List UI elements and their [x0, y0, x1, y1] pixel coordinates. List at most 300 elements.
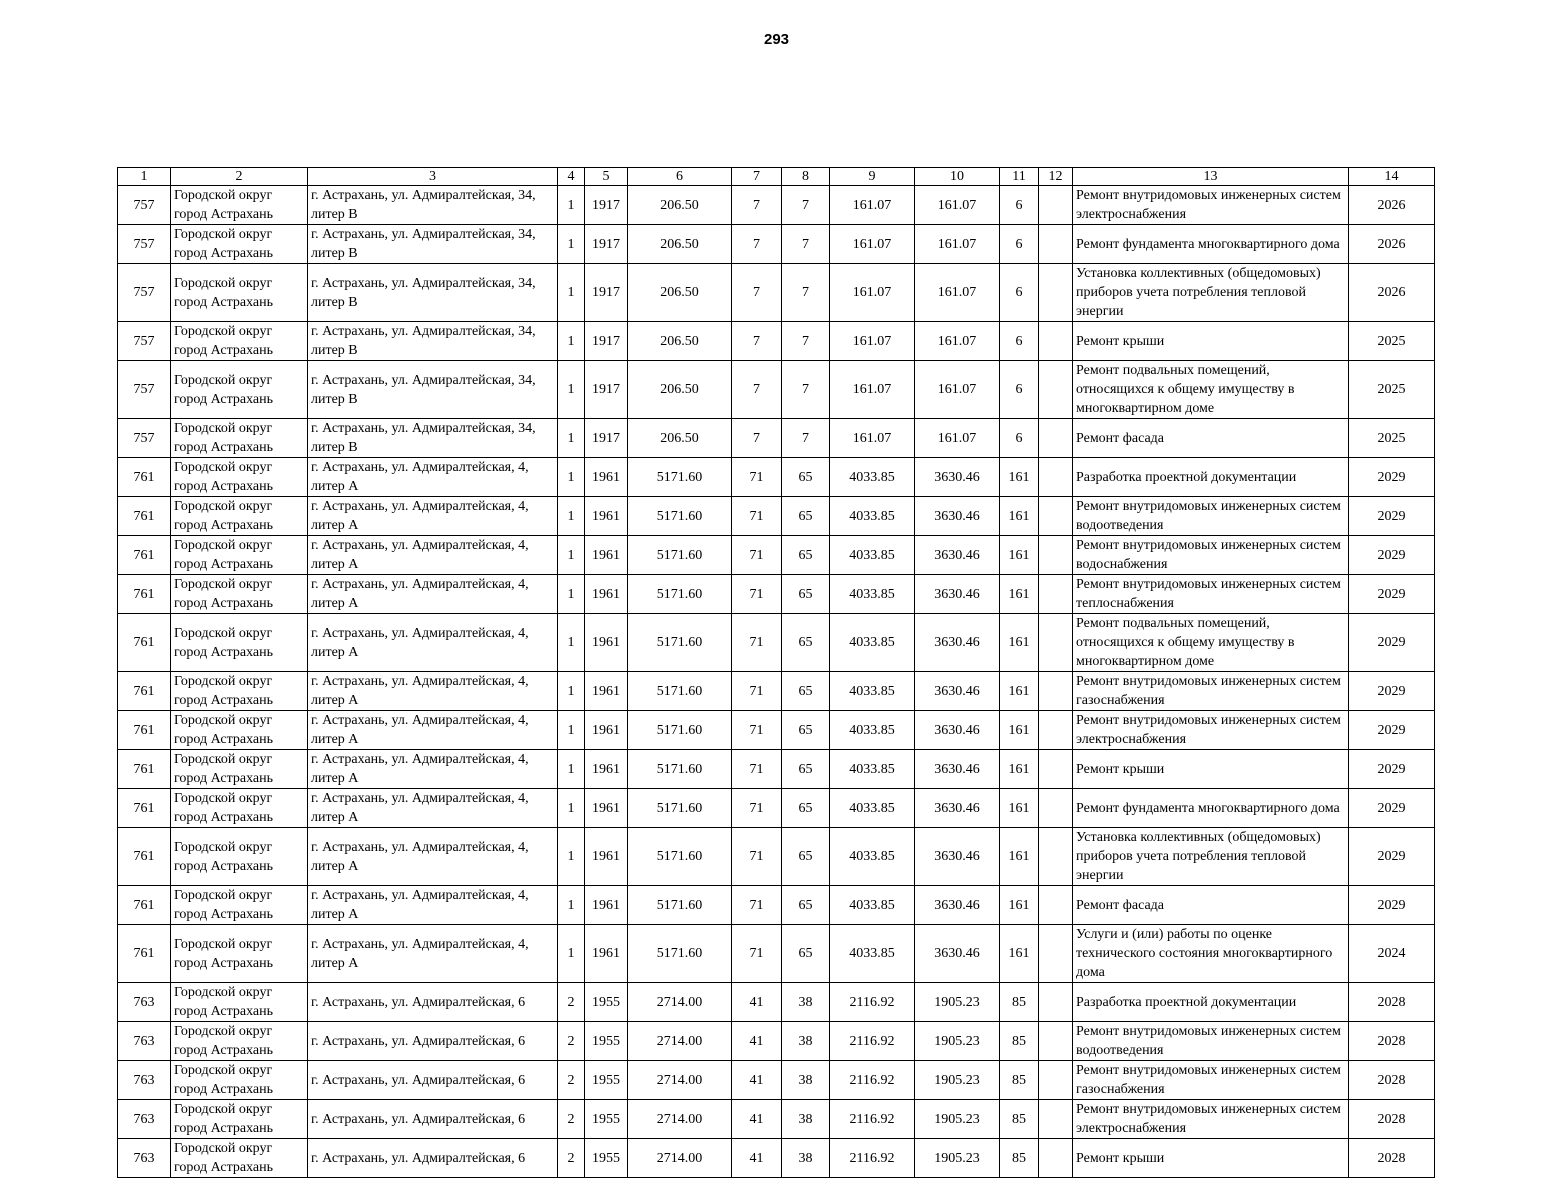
- address-cell: г. Астрахань, ул. Адмиралтейская, 34, литер В: [308, 186, 558, 225]
- area-owned-cell: 1905.23: [915, 1022, 1000, 1061]
- municipality-cell: Городской округ город Астрахань: [171, 264, 308, 322]
- living-area-cell: 4033.85: [830, 672, 915, 711]
- work-type-cell: Разработка проектной документации: [1073, 458, 1349, 497]
- total-area-cell: 5171.60: [628, 925, 732, 983]
- apartments-count-cell: 71: [732, 711, 782, 750]
- building-group-cell: 2: [558, 1022, 585, 1061]
- address-cell: г. Астрахань, ул. Адмиралтейская, 34, литер В: [308, 419, 558, 458]
- column-header: 3: [308, 168, 558, 186]
- row-id-cell: 761: [118, 828, 171, 886]
- col-12-cell: [1039, 672, 1073, 711]
- total-area-cell: 206.50: [628, 186, 732, 225]
- area-owned-cell: 3630.46: [915, 789, 1000, 828]
- area-owned-cell: 161.07: [915, 186, 1000, 225]
- column-header: 6: [628, 168, 732, 186]
- table-row: [118, 828, 1435, 886]
- building-group-cell: 1: [558, 925, 585, 983]
- planned-year-cell: 2028: [1349, 1100, 1435, 1139]
- apartments-count-cell: 71: [732, 458, 782, 497]
- work-type-cell: Ремонт внутридомовых инженерных систем водоснабжения: [1073, 536, 1349, 575]
- municipality-cell: Городской округ город Астрахань: [171, 419, 308, 458]
- page-number: 293: [763, 31, 790, 48]
- residential-count-cell: 65: [782, 925, 830, 983]
- living-area-cell: 4033.85: [830, 711, 915, 750]
- area-owned-cell: 3630.46: [915, 458, 1000, 497]
- row-id-cell: 763: [118, 1139, 171, 1178]
- total-area-cell: 5171.60: [628, 536, 732, 575]
- area-owned-cell: 1905.23: [915, 983, 1000, 1022]
- residential-count-cell: 7: [782, 225, 830, 264]
- total-area-cell: 5171.60: [628, 750, 732, 789]
- area-owned-cell: 3630.46: [915, 711, 1000, 750]
- living-area-cell: 4033.85: [830, 828, 915, 886]
- work-type-cell: Установка коллективных (общедомовых) приборов учета потребления тепловой энергии: [1073, 828, 1349, 886]
- living-area-cell: 4033.85: [830, 575, 915, 614]
- work-type-cell: Ремонт внутридомовых инженерных систем газоснабжения: [1073, 672, 1349, 711]
- row-id-cell: 761: [118, 575, 171, 614]
- residential-count-cell: 65: [782, 828, 830, 886]
- living-area-cell: 2116.92: [830, 1100, 915, 1139]
- work-type-cell: Ремонт фундамента многоквартирного дома: [1073, 225, 1349, 264]
- building-group-cell: 1: [558, 264, 585, 322]
- building-group-cell: 2: [558, 983, 585, 1022]
- planned-year-cell: 2026: [1349, 225, 1435, 264]
- table-row: [118, 575, 1435, 614]
- living-area-cell: 161.07: [830, 264, 915, 322]
- residents-count-cell: 6: [1000, 361, 1039, 419]
- table-row: [118, 225, 1435, 264]
- municipality-cell: Городской округ город Астрахань: [171, 1139, 308, 1178]
- row-id-cell: 761: [118, 711, 171, 750]
- area-owned-cell: 161.07: [915, 419, 1000, 458]
- building-group-cell: 1: [558, 672, 585, 711]
- residential-count-cell: 65: [782, 458, 830, 497]
- row-id-cell: 761: [118, 614, 171, 672]
- total-area-cell: 206.50: [628, 322, 732, 361]
- planned-year-cell: 2029: [1349, 536, 1435, 575]
- planned-year-cell: 2029: [1349, 789, 1435, 828]
- living-area-cell: 2116.92: [830, 1022, 915, 1061]
- residents-count-cell: 6: [1000, 322, 1039, 361]
- residents-count-cell: 161: [1000, 497, 1039, 536]
- planned-year-cell: 2029: [1349, 458, 1435, 497]
- col-12-cell: [1039, 186, 1073, 225]
- residents-count-cell: 161: [1000, 750, 1039, 789]
- total-area-cell: 2714.00: [628, 1061, 732, 1100]
- year-built-cell: 1961: [585, 497, 628, 536]
- planned-year-cell: 2029: [1349, 828, 1435, 886]
- planned-year-cell: 2029: [1349, 711, 1435, 750]
- total-area-cell: 2714.00: [628, 1100, 732, 1139]
- work-type-cell: Разработка проектной документации: [1073, 983, 1349, 1022]
- residents-count-cell: 161: [1000, 828, 1039, 886]
- municipality-cell: Городской округ город Астрахань: [171, 711, 308, 750]
- building-group-cell: 1: [558, 536, 585, 575]
- municipality-cell: Городской округ город Астрахань: [171, 1022, 308, 1061]
- area-owned-cell: 3630.46: [915, 886, 1000, 925]
- year-built-cell: 1955: [585, 1139, 628, 1178]
- area-owned-cell: 161.07: [915, 361, 1000, 419]
- area-owned-cell: 3630.46: [915, 497, 1000, 536]
- table-row: [118, 458, 1435, 497]
- col-12-cell: [1039, 1061, 1073, 1100]
- total-area-cell: 2714.00: [628, 1139, 732, 1178]
- planned-year-cell: 2029: [1349, 575, 1435, 614]
- table-row: [118, 789, 1435, 828]
- apartments-count-cell: 71: [732, 789, 782, 828]
- column-number-row: [118, 168, 1435, 186]
- year-built-cell: 1961: [585, 711, 628, 750]
- building-group-cell: 1: [558, 322, 585, 361]
- address-cell: г. Астрахань, ул. Адмиралтейская, 6: [308, 1022, 558, 1061]
- total-area-cell: 5171.60: [628, 614, 732, 672]
- municipality-cell: Городской округ город Астрахань: [171, 186, 308, 225]
- address-cell: г. Астрахань, ул. Адмиралтейская, 6: [308, 1139, 558, 1178]
- residential-count-cell: 7: [782, 264, 830, 322]
- residents-count-cell: 161: [1000, 575, 1039, 614]
- row-id-cell: 757: [118, 186, 171, 225]
- table-row: [118, 983, 1435, 1022]
- apartments-count-cell: 71: [732, 575, 782, 614]
- work-type-cell: Ремонт крыши: [1073, 750, 1349, 789]
- area-owned-cell: 3630.46: [915, 536, 1000, 575]
- living-area-cell: 2116.92: [830, 1139, 915, 1178]
- address-cell: г. Астрахань, ул. Адмиралтейская, 4, литер А: [308, 575, 558, 614]
- municipality-cell: Городской округ город Астрахань: [171, 614, 308, 672]
- col-12-cell: [1039, 458, 1073, 497]
- total-area-cell: 5171.60: [628, 886, 732, 925]
- residential-count-cell: 7: [782, 419, 830, 458]
- address-cell: г. Астрахань, ул. Адмиралтейская, 6: [308, 1061, 558, 1100]
- col-12-cell: [1039, 322, 1073, 361]
- column-header: 9: [830, 168, 915, 186]
- living-area-cell: 4033.85: [830, 925, 915, 983]
- municipality-cell: Городской округ город Астрахань: [171, 886, 308, 925]
- residential-count-cell: 65: [782, 750, 830, 789]
- col-12-cell: [1039, 264, 1073, 322]
- living-area-cell: 4033.85: [830, 458, 915, 497]
- building-group-cell: 1: [558, 886, 585, 925]
- apartments-count-cell: 71: [732, 750, 782, 789]
- table-row: [118, 322, 1435, 361]
- residential-count-cell: 65: [782, 614, 830, 672]
- residential-count-cell: 65: [782, 497, 830, 536]
- address-cell: г. Астрахань, ул. Адмиралтейская, 4, литер А: [308, 672, 558, 711]
- table-row: [118, 361, 1435, 419]
- building-group-cell: 1: [558, 361, 585, 419]
- residential-count-cell: 7: [782, 322, 830, 361]
- total-area-cell: 5171.60: [628, 458, 732, 497]
- planned-year-cell: 2028: [1349, 1061, 1435, 1100]
- planned-year-cell: 2024: [1349, 925, 1435, 983]
- municipality-cell: Городской округ город Астрахань: [171, 1100, 308, 1139]
- apartments-count-cell: 41: [732, 983, 782, 1022]
- area-owned-cell: 3630.46: [915, 828, 1000, 886]
- residents-count-cell: 85: [1000, 1022, 1039, 1061]
- total-area-cell: 5171.60: [628, 828, 732, 886]
- residential-count-cell: 65: [782, 672, 830, 711]
- living-area-cell: 2116.92: [830, 983, 915, 1022]
- living-area-cell: 4033.85: [830, 614, 915, 672]
- year-built-cell: 1917: [585, 419, 628, 458]
- col-12-cell: [1039, 575, 1073, 614]
- residents-count-cell: 161: [1000, 711, 1039, 750]
- col-12-cell: [1039, 536, 1073, 575]
- planned-year-cell: 2029: [1349, 886, 1435, 925]
- row-id-cell: 761: [118, 497, 171, 536]
- row-id-cell: 757: [118, 225, 171, 264]
- row-id-cell: 761: [118, 672, 171, 711]
- column-header: 1: [118, 168, 171, 186]
- row-id-cell: 761: [118, 925, 171, 983]
- year-built-cell: 1917: [585, 361, 628, 419]
- area-owned-cell: 3630.46: [915, 614, 1000, 672]
- row-id-cell: 763: [118, 1100, 171, 1139]
- col-12-cell: [1039, 711, 1073, 750]
- building-group-cell: 1: [558, 225, 585, 264]
- address-cell: г. Астрахань, ул. Адмиралтейская, 4, литер А: [308, 828, 558, 886]
- total-area-cell: 5171.60: [628, 672, 732, 711]
- work-type-cell: Установка коллективных (общедомовых) приборов учета потребления тепловой энергии: [1073, 264, 1349, 322]
- municipality-cell: Городской округ город Астрахань: [171, 1061, 308, 1100]
- residential-count-cell: 7: [782, 186, 830, 225]
- municipality-cell: Городской округ город Астрахань: [171, 983, 308, 1022]
- apartments-count-cell: 71: [732, 614, 782, 672]
- residential-count-cell: 7: [782, 361, 830, 419]
- planned-year-cell: 2025: [1349, 419, 1435, 458]
- living-area-cell: 4033.85: [830, 497, 915, 536]
- apartments-count-cell: 7: [732, 419, 782, 458]
- year-built-cell: 1961: [585, 536, 628, 575]
- residents-count-cell: 161: [1000, 789, 1039, 828]
- table-row: [118, 925, 1435, 983]
- living-area-cell: 161.07: [830, 419, 915, 458]
- col-12-cell: [1039, 225, 1073, 264]
- table-row: [118, 886, 1435, 925]
- work-type-cell: Ремонт крыши: [1073, 1139, 1349, 1178]
- residents-count-cell: 161: [1000, 536, 1039, 575]
- municipality-cell: Городской округ город Астрахань: [171, 575, 308, 614]
- living-area-cell: 2116.92: [830, 1061, 915, 1100]
- residential-count-cell: 38: [782, 1022, 830, 1061]
- residents-count-cell: 85: [1000, 1061, 1039, 1100]
- residents-count-cell: 161: [1000, 458, 1039, 497]
- municipality-cell: Городской округ город Астрахань: [171, 225, 308, 264]
- address-cell: г. Астрахань, ул. Адмиралтейская, 4, литер А: [308, 886, 558, 925]
- apartments-count-cell: 7: [732, 225, 782, 264]
- total-area-cell: 5171.60: [628, 575, 732, 614]
- address-cell: г. Астрахань, ул. Адмиралтейская, 4, литер А: [308, 458, 558, 497]
- housing-repair-table: [117, 167, 1435, 1178]
- planned-year-cell: 2028: [1349, 1139, 1435, 1178]
- work-type-cell: Ремонт фасада: [1073, 419, 1349, 458]
- living-area-cell: 4033.85: [830, 536, 915, 575]
- living-area-cell: 161.07: [830, 322, 915, 361]
- apartments-count-cell: 41: [732, 1139, 782, 1178]
- area-owned-cell: 3630.46: [915, 750, 1000, 789]
- work-type-cell: Ремонт фасада: [1073, 886, 1349, 925]
- address-cell: г. Астрахань, ул. Адмиралтейская, 4, литер А: [308, 789, 558, 828]
- table-row: [118, 264, 1435, 322]
- row-id-cell: 763: [118, 1022, 171, 1061]
- area-owned-cell: 161.07: [915, 225, 1000, 264]
- column-header: 2: [171, 168, 308, 186]
- col-12-cell: [1039, 497, 1073, 536]
- column-header: 4: [558, 168, 585, 186]
- table-row: [118, 711, 1435, 750]
- address-cell: г. Астрахань, ул. Адмиралтейская, 4, литер А: [308, 536, 558, 575]
- apartments-count-cell: 71: [732, 828, 782, 886]
- total-area-cell: 206.50: [628, 225, 732, 264]
- row-id-cell: 761: [118, 750, 171, 789]
- building-group-cell: 2: [558, 1100, 585, 1139]
- residential-count-cell: 65: [782, 575, 830, 614]
- area-owned-cell: 161.07: [915, 322, 1000, 361]
- row-id-cell: 757: [118, 361, 171, 419]
- area-owned-cell: 3630.46: [915, 672, 1000, 711]
- area-owned-cell: 161.07: [915, 264, 1000, 322]
- address-cell: г. Астрахань, ул. Адмиралтейская, 4, литер А: [308, 925, 558, 983]
- residential-count-cell: 38: [782, 1139, 830, 1178]
- municipality-cell: Городской округ город Астрахань: [171, 536, 308, 575]
- column-header: 8: [782, 168, 830, 186]
- building-group-cell: 1: [558, 458, 585, 497]
- area-owned-cell: 1905.23: [915, 1139, 1000, 1178]
- planned-year-cell: 2029: [1349, 750, 1435, 789]
- residents-count-cell: 85: [1000, 983, 1039, 1022]
- municipality-cell: Городской округ город Астрахань: [171, 789, 308, 828]
- address-cell: г. Астрахань, ул. Адмиралтейская, 6: [308, 983, 558, 1022]
- total-area-cell: 206.50: [628, 264, 732, 322]
- row-id-cell: 757: [118, 322, 171, 361]
- column-header: 13: [1073, 168, 1349, 186]
- row-id-cell: 761: [118, 458, 171, 497]
- table-row: [118, 1100, 1435, 1139]
- column-header: 14: [1349, 168, 1435, 186]
- residents-count-cell: 161: [1000, 925, 1039, 983]
- col-12-cell: [1039, 983, 1073, 1022]
- residential-count-cell: 38: [782, 983, 830, 1022]
- table-body: [118, 186, 1435, 1178]
- area-owned-cell: 1905.23: [915, 1061, 1000, 1100]
- col-12-cell: [1039, 750, 1073, 789]
- residential-count-cell: 65: [782, 711, 830, 750]
- work-type-cell: Ремонт подвальных помещений, относящихся к общему имуществу в многоквартирном доме: [1073, 361, 1349, 419]
- table-row: [118, 186, 1435, 225]
- total-area-cell: 5171.60: [628, 497, 732, 536]
- year-built-cell: 1961: [585, 458, 628, 497]
- year-built-cell: 1917: [585, 225, 628, 264]
- col-12-cell: [1039, 361, 1073, 419]
- building-group-cell: 1: [558, 575, 585, 614]
- col-12-cell: [1039, 828, 1073, 886]
- living-area-cell: 161.07: [830, 225, 915, 264]
- building-group-cell: 1: [558, 186, 585, 225]
- residents-count-cell: 161: [1000, 886, 1039, 925]
- table-row: [118, 672, 1435, 711]
- planned-year-cell: 2026: [1349, 186, 1435, 225]
- address-cell: г. Астрахань, ул. Адмиралтейская, 34, литер В: [308, 264, 558, 322]
- planned-year-cell: 2025: [1349, 361, 1435, 419]
- apartments-count-cell: 7: [732, 186, 782, 225]
- col-12-cell: [1039, 1022, 1073, 1061]
- column-header: 5: [585, 168, 628, 186]
- year-built-cell: 1917: [585, 186, 628, 225]
- apartments-count-cell: 71: [732, 497, 782, 536]
- work-type-cell: Ремонт внутридомовых инженерных систем электроснабжения: [1073, 186, 1349, 225]
- address-cell: г. Астрахань, ул. Адмиралтейская, 4, литер А: [308, 614, 558, 672]
- building-group-cell: 1: [558, 828, 585, 886]
- year-built-cell: 1917: [585, 322, 628, 361]
- work-type-cell: Ремонт внутридомовых инженерных систем теплоснабжения: [1073, 575, 1349, 614]
- building-group-cell: 1: [558, 419, 585, 458]
- row-id-cell: 761: [118, 886, 171, 925]
- year-built-cell: 1961: [585, 925, 628, 983]
- planned-year-cell: 2029: [1349, 614, 1435, 672]
- living-area-cell: 4033.85: [830, 750, 915, 789]
- municipality-cell: Городской округ город Астрахань: [171, 322, 308, 361]
- column-header: 10: [915, 168, 1000, 186]
- table-row: [118, 419, 1435, 458]
- planned-year-cell: 2028: [1349, 983, 1435, 1022]
- municipality-cell: Городской округ город Астрахань: [171, 925, 308, 983]
- total-area-cell: 5171.60: [628, 711, 732, 750]
- living-area-cell: 4033.85: [830, 789, 915, 828]
- residents-count-cell: 6: [1000, 186, 1039, 225]
- total-area-cell: 5171.60: [628, 789, 732, 828]
- row-id-cell: 757: [118, 419, 171, 458]
- work-type-cell: Ремонт фундамента многоквартирного дома: [1073, 789, 1349, 828]
- year-built-cell: 1917: [585, 264, 628, 322]
- col-12-cell: [1039, 1139, 1073, 1178]
- residential-count-cell: 38: [782, 1061, 830, 1100]
- area-owned-cell: 1905.23: [915, 1100, 1000, 1139]
- residential-count-cell: 65: [782, 886, 830, 925]
- apartments-count-cell: 41: [732, 1022, 782, 1061]
- table-row: [118, 1139, 1435, 1178]
- residential-count-cell: 65: [782, 789, 830, 828]
- building-group-cell: 1: [558, 614, 585, 672]
- address-cell: г. Астрахань, ул. Адмиралтейская, 6: [308, 1100, 558, 1139]
- residents-count-cell: 161: [1000, 614, 1039, 672]
- row-id-cell: 763: [118, 983, 171, 1022]
- residential-count-cell: 65: [782, 536, 830, 575]
- column-header: 7: [732, 168, 782, 186]
- apartments-count-cell: 71: [732, 536, 782, 575]
- year-built-cell: 1961: [585, 614, 628, 672]
- row-id-cell: 761: [118, 789, 171, 828]
- work-type-cell: Ремонт внутридомовых инженерных систем водоотведения: [1073, 497, 1349, 536]
- table-row: [118, 1022, 1435, 1061]
- address-cell: г. Астрахань, ул. Адмиралтейская, 34, литер В: [308, 361, 558, 419]
- apartments-count-cell: 71: [732, 672, 782, 711]
- planned-year-cell: 2029: [1349, 672, 1435, 711]
- municipality-cell: Городской округ город Астрахань: [171, 458, 308, 497]
- row-id-cell: 763: [118, 1061, 171, 1100]
- year-built-cell: 1961: [585, 789, 628, 828]
- year-built-cell: 1961: [585, 886, 628, 925]
- work-type-cell: Ремонт внутридомовых инженерных систем газоснабжения: [1073, 1061, 1349, 1100]
- col-12-cell: [1039, 1100, 1073, 1139]
- work-type-cell: Ремонт внутридомовых инженерных систем электроснабжения: [1073, 1100, 1349, 1139]
- municipality-cell: Городской округ город Астрахань: [171, 750, 308, 789]
- address-cell: г. Астрахань, ул. Адмиралтейская, 4, литер А: [308, 750, 558, 789]
- planned-year-cell: 2025: [1349, 322, 1435, 361]
- col-12-cell: [1039, 886, 1073, 925]
- apartments-count-cell: 41: [732, 1061, 782, 1100]
- apartments-count-cell: 71: [732, 886, 782, 925]
- table-row: [118, 1061, 1435, 1100]
